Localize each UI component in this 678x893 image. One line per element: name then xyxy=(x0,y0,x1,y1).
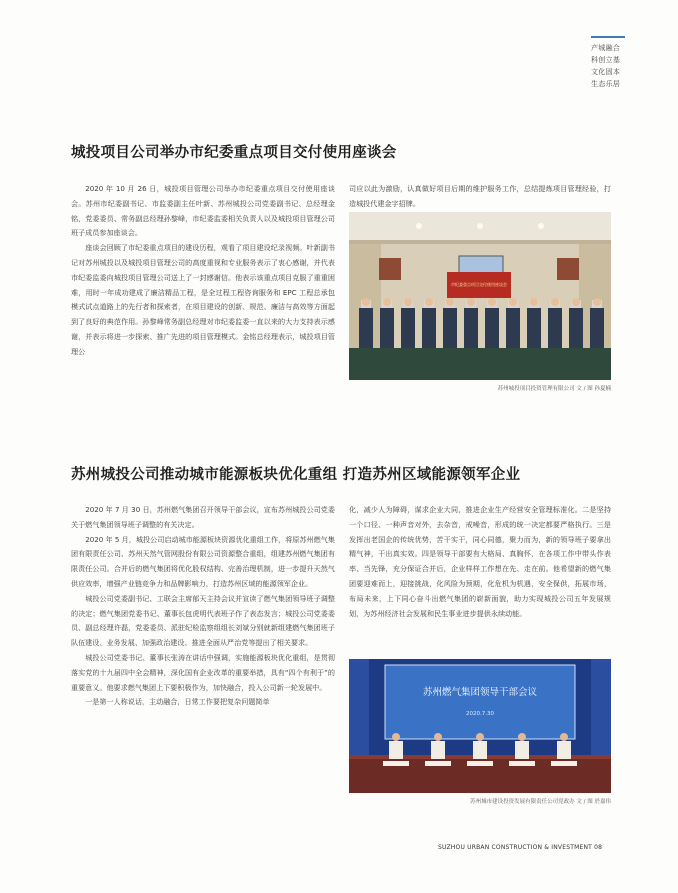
photo-caption: 苏州城投项目投资管理有限公司 文 / 图 孙夏楠 xyxy=(497,386,611,392)
paragraph: 司应以此为激励，认真做好项目后期的维护服务工作，总结提炼项目管理经验，打造城投代建金字招牌。 xyxy=(349,184,611,208)
article2-title: 苏州城投公司推动城市能源板块优化重组 打造苏州区域能源领军企业 xyxy=(71,467,521,483)
article1-column-right xyxy=(349,182,611,212)
screen-title: 苏州燃气集团领导干部会议 xyxy=(422,687,538,698)
meeting-photo xyxy=(349,212,611,380)
paragraph: 城投公司党委副书记、工联会主席郁天主持会议并宣读了燃气集团领导班子调整的决定；燃气集团党委书记、董事长包虎明代表班子作了表态发言；城投公司党委委员、副总经理许磊，党委委员、派驻纪检监察组组长刘斌分别就新组建燃气集团班子队伍建设、业务发展、加强政治建设、推进全面从严治党等提出了相关要求。 xyxy=(71,593,335,648)
paragraph: 城投公司党委书记、董事长张涛在讲话中强调，实施能源板块优化重组，是贯彻落实党的十九届四中全会精神，深化国有企业改革的重要举措，具有“四个有利于”的重要意义。他要求燃气集团上下要积极作为，加快融合，投入公司新一轮发展中。 xyxy=(71,652,335,692)
tag-rule xyxy=(591,36,625,38)
paragraph: 化，减少人为障碍，谋求企业大同，推进企业生产经营安全管理标准化。二是坚持一个口径、一种声音对外，去杂音，戒噪音，形成的统一决定都要严格执行。三是发挥出老国企的传统优势，苦干实干，同心同德，聚力而为，新的领导班子要拿出精气神，干出真实效。四是领导干部要有大格局、真胸怀，在各项工作中带头作表率、当先锋，充分保证合并后，企业样样工作想在先、走在前。他希望新的燃气集团要迎难而上，迎接挑战，化风险为预期，化危机为机遇，安全保供，拓展市场，布局未来，上下同心奋斗出燃气集团的崭新面貌，助力实现城投公司五年发展规划，为苏州经济社会发展和民生事业进步提供永续动能。 xyxy=(349,505,611,618)
paragraph: 2020 年 5 月，城投公司启动城市能源板块资源优化重组工作，将原苏州燃气集团有限责任公司、苏州天然气管网股份有限公司资源整合重组，组建苏州燃气集团有限责任公司。合并后的燃气集团将优化股权结构、完善治理机制，进一步提升天然气供应效率，增强产业链竞争力和品牌影响力，打造苏州区域的能源领军企业。 xyxy=(71,534,335,588)
photo-caption: 苏州城市建设投资发展有限责任公司党政办 文 / 图 於嘉伟 xyxy=(470,799,611,805)
footer-text: SUZHOU URBAN CONSTRUCTION & INVESTMENT xyxy=(438,844,593,851)
tag-line: 科创立基 xyxy=(591,56,621,64)
tag-line: 文化固本 xyxy=(591,68,621,76)
screen-date: 2020.7.30 xyxy=(466,711,494,717)
page-footer xyxy=(438,844,602,851)
tag-line: 生态乐居 xyxy=(591,80,621,88)
article2-column-right xyxy=(349,503,611,653)
article1-title: 城投项目公司举办市纪委重点项目交付使用座谈会 xyxy=(71,145,397,161)
paragraph: 2020 年 7 月 30 日，苏州燃气集团召开领导干部会议，宣布苏州城投公司党委关于燃气集团领导班子调整的有关决定。 xyxy=(71,505,335,529)
article2-column-left xyxy=(71,503,335,811)
article1-column-left xyxy=(71,182,335,390)
photo-banner: 市纪委重点项目交付使用座谈会 xyxy=(451,282,507,287)
page-number: 08 xyxy=(594,844,603,851)
paragraph: 一是第一人称说话，主动融合，日常工作要把复杂问题简单 xyxy=(85,697,270,707)
conference-photo xyxy=(349,659,611,793)
paragraph: 座谈会回顾了市纪委重点项目的建设历程，观看了项目建设纪录视频。叶新副书记对苏州城投以及城投项目管理公司的高度重视和专业服务表示了衷心感谢，并代表市纪委监委向城投项目管理公司送上了一封感谢信。他表示该重点项目克服了重重困难，用时一年成功建成了廉洁精品工程，是全过程工程咨询服务和 EPC 工程总承包模式试点道路上的先行者和探索者，在项目建设的创新、规范、廉洁与高效等方面起到了良好的典范作用。孙黎峰常务副总经理对市纪委监委一直以来的大力支持表示感谢，并表示将进一步探索、推广先进的项目管理模式。金铭总经理表示，城投项目管理公 xyxy=(71,243,335,356)
section-tag xyxy=(591,36,641,90)
paragraph: 2020 年 10 月 26 日，城投项目管理公司举办市纪委重点项目交付使用座谈会。苏州市纪委副书记、市监委副主任叶新、苏州城投公司党委副书记、总经理金铭，党委委员、常务副总经理孙黎峰，市纪委监委相关负责人以及城投项目管理公司班子成员参加座谈会。 xyxy=(71,184,335,238)
tag-line: 产城融合 xyxy=(591,44,621,52)
